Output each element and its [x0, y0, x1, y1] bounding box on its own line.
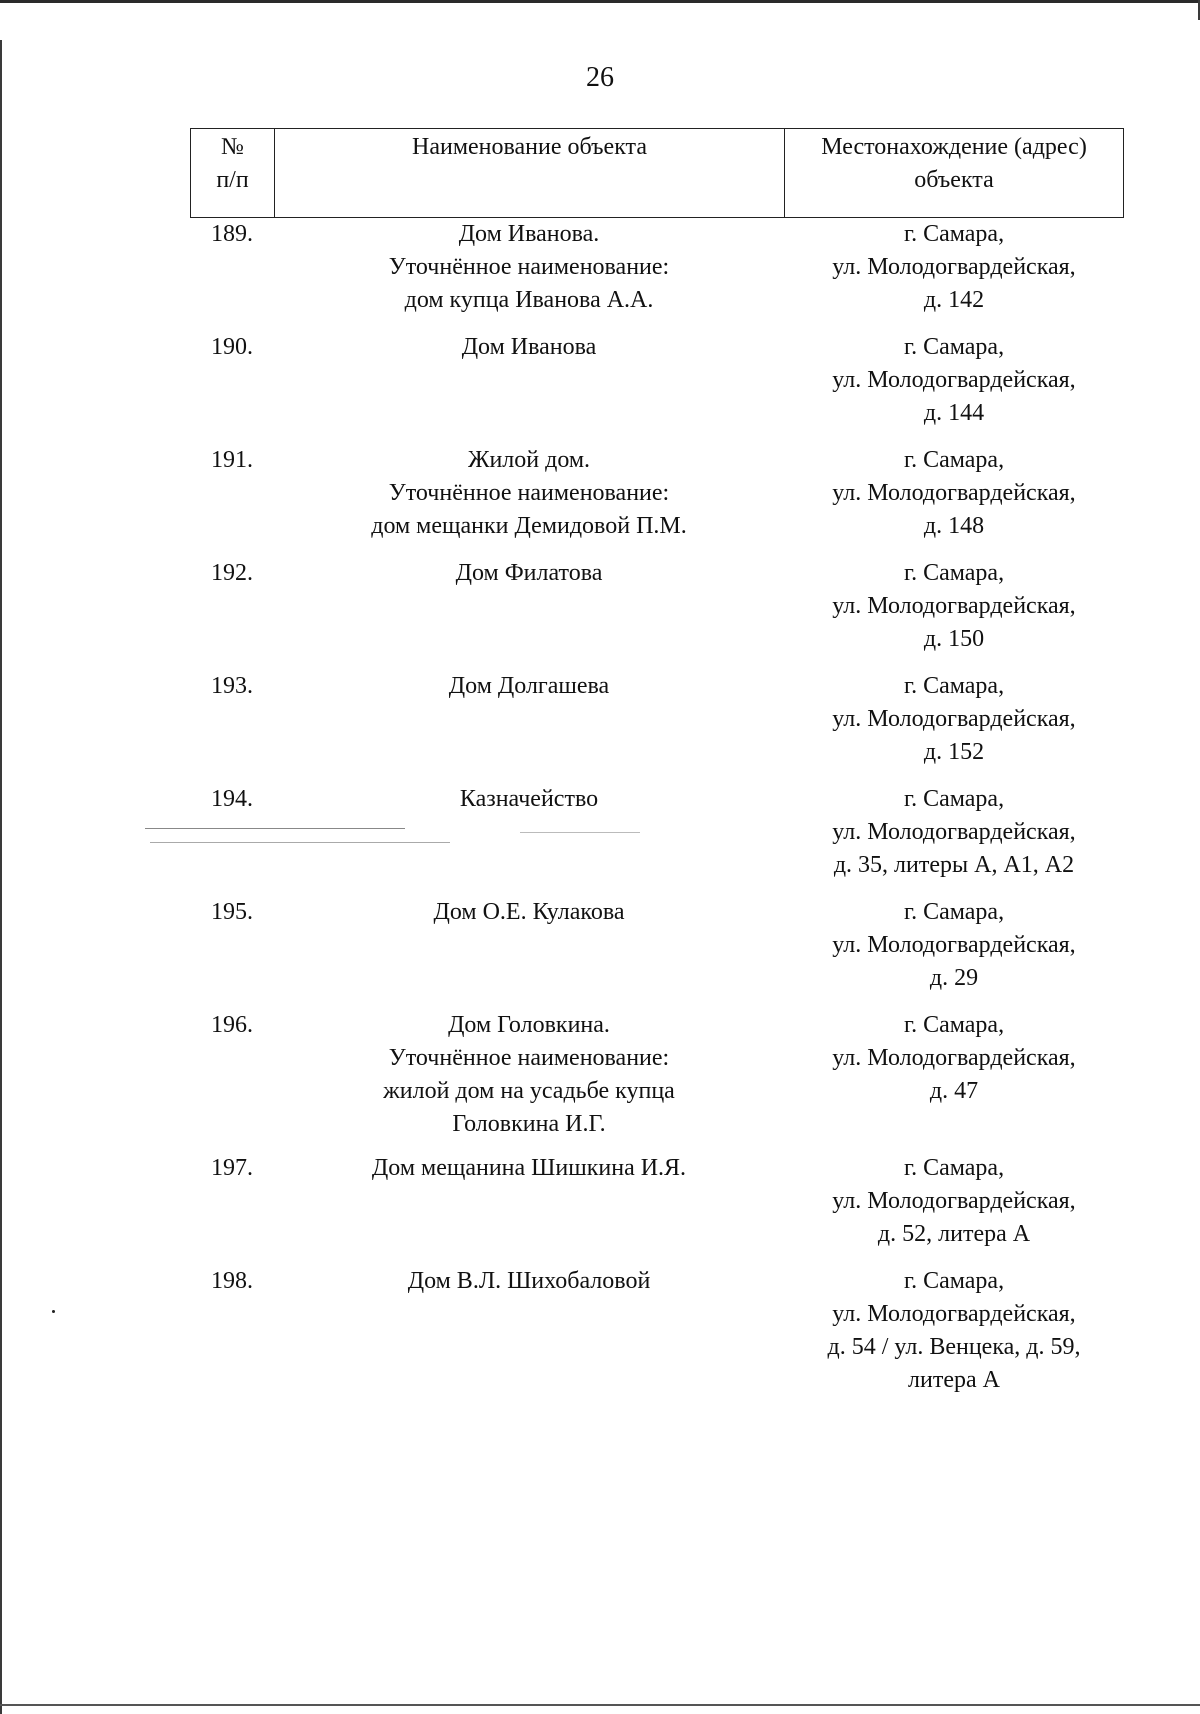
object-name-cell [274, 557, 784, 656]
scan-border-top [0, 0, 1200, 3]
table-row [190, 1009, 1124, 1141]
object-address-line: ул. Молодогвардейская, [832, 480, 1076, 506]
header-address-line1: Местонахождение (адрес) [821, 134, 1087, 160]
header-name-cell [275, 129, 785, 217]
object-address-line: г. Самара, [903, 1268, 1005, 1294]
object-name-line: дом купца Иванова А.А. [404, 287, 654, 313]
object-address-line: ул. Молодогвардейская, [832, 1045, 1076, 1071]
row-number: 191. [211, 447, 253, 473]
header-address-line2: объекта [914, 167, 994, 193]
scan-border-bottom [0, 1704, 1200, 1706]
table-header [190, 128, 1124, 218]
row-number: 195. [211, 899, 253, 925]
object-name-cell [274, 670, 784, 769]
object-address-line: г. Самара, [903, 1155, 1005, 1181]
row-number: 196. [211, 1012, 253, 1038]
object-name-line: Дом Иванова [461, 334, 597, 360]
object-address-cell [784, 1009, 1124, 1141]
object-address-cell [784, 331, 1124, 430]
object-name-line: Дом Долгашева [448, 673, 610, 699]
object-address-cell [784, 783, 1124, 882]
object-address-line: г. Самара, [903, 786, 1005, 812]
object-name-cell [274, 331, 784, 430]
object-address-cell [784, 444, 1124, 543]
object-address-line: ул. Молодогвардейская, [832, 932, 1076, 958]
object-name-line: Дом В.Л. Шихобаловой [407, 1268, 651, 1294]
object-address-line: ул. Молодогвардейская, [832, 1301, 1076, 1327]
object-address-cell [784, 896, 1124, 995]
object-name-line: жилой дом на усадьбе купца [383, 1078, 675, 1104]
table-row [190, 444, 1124, 543]
object-name-cell [274, 1009, 784, 1141]
object-address-line: д. 54 / ул. Венцека, д. 59, [827, 1334, 1081, 1360]
table-row [190, 896, 1124, 995]
row-number: 194. [211, 786, 253, 812]
object-name-line: Дом Иванова. [458, 221, 600, 247]
object-address-line: г. Самара, [903, 1012, 1005, 1038]
object-address-line: ул. Молодогвардейская, [832, 367, 1076, 393]
object-address-line: г. Самара, [903, 447, 1005, 473]
header-number-abbrev: п/п [216, 167, 249, 193]
object-name-cell [274, 896, 784, 995]
object-address-cell [784, 1265, 1124, 1397]
object-address-cell [784, 218, 1124, 317]
header-address-cell [785, 129, 1123, 217]
row-number: 190. [211, 334, 253, 360]
object-name-line: Казначейство [459, 786, 599, 812]
object-address-line: д. 144 [923, 400, 985, 426]
object-name-cell [274, 444, 784, 543]
object-name-line: Жилой дом. [467, 447, 591, 473]
header-number-cell [191, 129, 275, 217]
row-number: 197. [211, 1155, 253, 1181]
object-name-cell [274, 1265, 784, 1397]
header-number-symbol: № [221, 134, 244, 160]
object-name-line: Дом О.Е. Кулакова [433, 899, 625, 925]
object-address-line: д. 142 [923, 287, 985, 313]
object-address-line: д. 47 [929, 1078, 979, 1104]
object-name-line: Дом Филатова [455, 560, 603, 586]
scan-border-left [0, 40, 2, 1714]
object-name-cell [274, 1152, 784, 1251]
table-row [190, 670, 1124, 769]
table-row [190, 1152, 1124, 1251]
scan-noise [520, 832, 640, 833]
object-address-line: г. Самара, [903, 560, 1005, 586]
object-name-line: Уточнённое наименование: [388, 1045, 670, 1071]
object-address-cell [784, 557, 1124, 656]
object-address-line: ул. Молодогвардейская, [832, 1188, 1076, 1214]
object-address-cell [784, 1152, 1124, 1251]
object-address-line: ул. Молодогвардейская, [832, 706, 1076, 732]
page-number: 26 [586, 62, 614, 93]
object-address-line: д. 35, литеры А, А1, А2 [833, 852, 1075, 878]
object-address-line: г. Самара, [903, 334, 1005, 360]
object-name-line: Уточнённое наименование: [388, 480, 670, 506]
object-address-line: д. 148 [923, 513, 985, 539]
table-row [190, 557, 1124, 656]
object-name-line: Уточнённое наименование: [388, 254, 670, 280]
object-address-line: д. 152 [923, 739, 985, 765]
table-row [190, 1265, 1124, 1397]
row-number: 192. [211, 560, 253, 586]
object-address-line: г. Самара, [903, 221, 1005, 247]
object-address-line: ул. Молодогвардейская, [832, 593, 1076, 619]
scan-dot [52, 1310, 55, 1313]
object-address-line: литера А [908, 1367, 1000, 1393]
table-row [190, 218, 1124, 317]
object-name-cell [274, 218, 784, 317]
row-number: 189. [211, 221, 253, 247]
row-number: 198. [211, 1268, 253, 1294]
object-name-line: Головкина И.Г. [452, 1111, 606, 1137]
table-row [190, 331, 1124, 430]
object-address-line: д. 52, литера А [877, 1221, 1031, 1247]
object-address-line: ул. Молодогвардейская, [832, 254, 1076, 280]
object-name-line: Дом мещанина Шишкина И.Я. [371, 1155, 687, 1181]
header-name-label: Наименование объекта [412, 134, 647, 160]
object-address-line: г. Самара, [903, 673, 1005, 699]
table-row [190, 783, 1124, 882]
scan-noise [150, 842, 450, 843]
object-address-line: ул. Молодогвардейская, [832, 819, 1076, 845]
object-address-line: д. 29 [929, 965, 979, 991]
scan-noise [145, 828, 405, 829]
object-name-line: Дом Головкина. [448, 1012, 610, 1038]
object-address-line: д. 150 [923, 626, 985, 652]
object-name-line: дом мещанки Демидовой П.М. [371, 513, 687, 539]
object-address-line: г. Самара, [903, 899, 1005, 925]
row-number: 193. [211, 673, 253, 699]
object-address-cell [784, 670, 1124, 769]
